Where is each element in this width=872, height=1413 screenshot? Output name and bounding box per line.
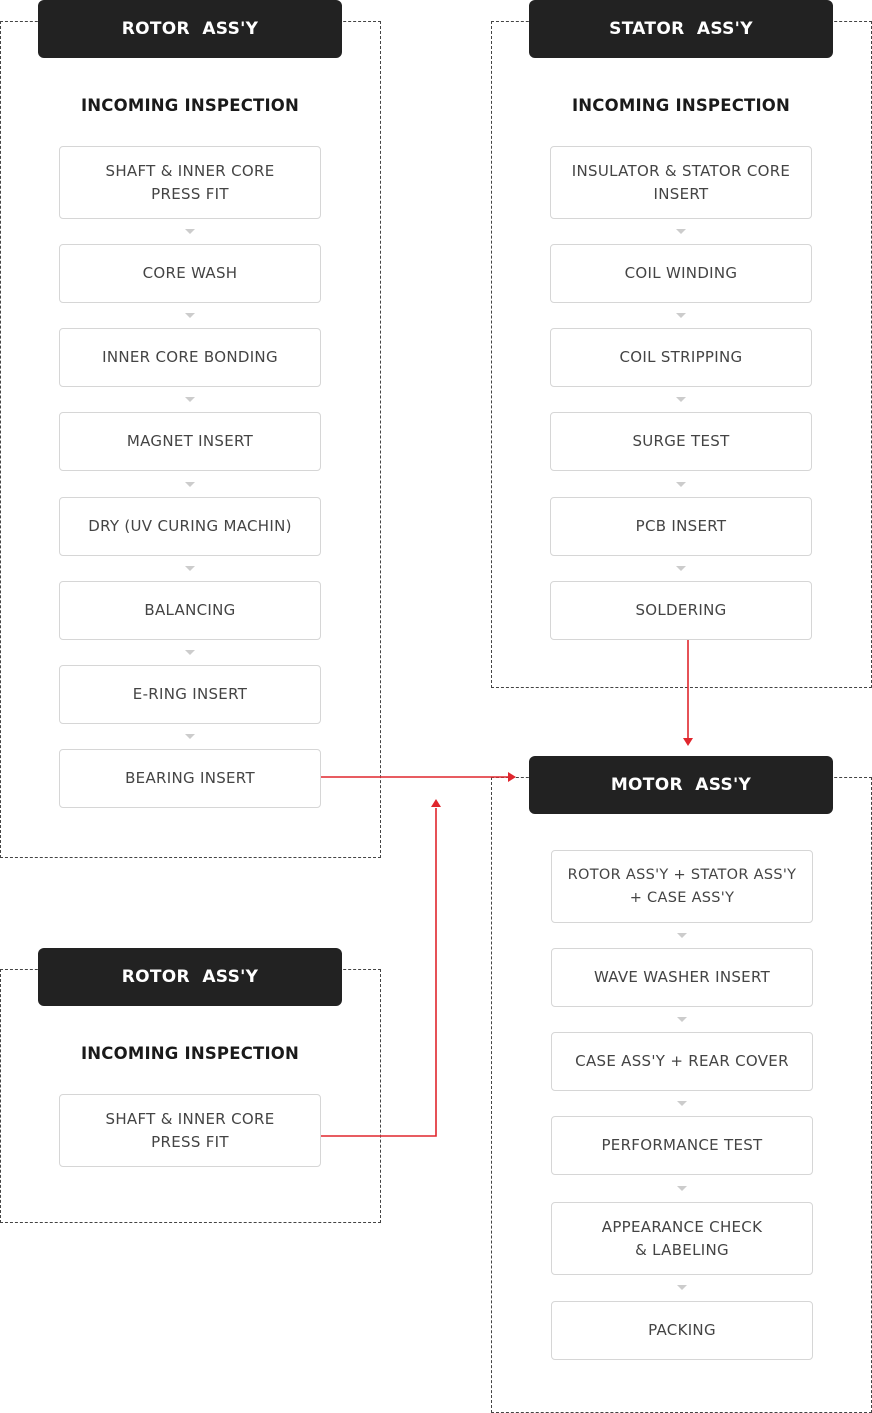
- stator-step-soldering: SOLDERING: [550, 581, 812, 640]
- rotor-step-magnet-insert: MAGNET INSERT: [59, 412, 321, 471]
- motor-step-performance-test: PERFORMANCE TEST: [551, 1116, 813, 1175]
- stator-assy-subtitle: INCOMING INSPECTION: [571, 96, 791, 115]
- rotor-step-bearing-insert: BEARING INSERT: [59, 749, 321, 808]
- arrowhead-down-icon: [683, 738, 693, 746]
- rotor-2-step-shaft-press-fit: SHAFT & INNER CORE PRESS FIT: [59, 1094, 321, 1167]
- rotor-step-shaft-press-fit: SHAFT & INNER CORE PRESS FIT: [59, 146, 321, 219]
- flow-arrow-icon: [185, 482, 195, 487]
- flow-arrow-icon: [677, 933, 687, 938]
- rotor-step-core-wash: CORE WASH: [59, 244, 321, 303]
- flow-arrow-icon: [677, 1186, 687, 1191]
- rotor-step-e-ring-insert: E-RING INSERT: [59, 665, 321, 724]
- motor-step-packing: PACKING: [551, 1301, 813, 1360]
- flow-arrow-icon: [185, 734, 195, 739]
- arrowhead-up-icon: [431, 799, 441, 807]
- rotor-step-balancing: BALANCING: [59, 581, 321, 640]
- flow-arrow-icon: [185, 397, 195, 402]
- motor-step-wave-washer: WAVE WASHER INSERT: [551, 948, 813, 1007]
- motor-step-assembly: ROTOR ASS'Y + STATOR ASS'Y + CASE ASS'Y: [551, 850, 813, 923]
- rotor-assy-2-header: ROTOR ASS'Y: [38, 948, 342, 1006]
- stator-step-surge-test: SURGE TEST: [550, 412, 812, 471]
- flow-arrow-icon: [185, 229, 195, 234]
- rotor-assy-2-subtitle: INCOMING INSPECTION: [80, 1044, 300, 1063]
- motor-step-case-rear-cover: CASE ASS'Y + REAR COVER: [551, 1032, 813, 1091]
- flow-arrow-icon: [676, 229, 686, 234]
- motor-step-appearance-check: APPEARANCE CHECK & LABELING: [551, 1202, 813, 1275]
- stator-step-coil-stripping: COIL STRIPPING: [550, 328, 812, 387]
- flow-arrow-icon: [676, 566, 686, 571]
- stator-step-pcb-insert: PCB INSERT: [550, 497, 812, 556]
- rotor-step-inner-core-bonding: INNER CORE BONDING: [59, 328, 321, 387]
- rotor-assy-header: ROTOR ASS'Y: [38, 0, 342, 58]
- flow-arrow-icon: [676, 482, 686, 487]
- motor-assy-header: MOTOR ASS'Y: [529, 756, 833, 814]
- flow-arrow-icon: [677, 1101, 687, 1106]
- flow-arrow-icon: [185, 566, 195, 571]
- rotor-assy-subtitle: INCOMING INSPECTION: [80, 96, 300, 115]
- flow-arrow-icon: [676, 397, 686, 402]
- rotor-step-dry: DRY (UV CURING MACHIN): [59, 497, 321, 556]
- flow-arrow-icon: [677, 1017, 687, 1022]
- flow-arrow-icon: [677, 1285, 687, 1290]
- flow-arrow-icon: [185, 650, 195, 655]
- stator-assy-header: STATOR ASS'Y: [529, 0, 833, 58]
- stator-step-coil-winding: COIL WINDING: [550, 244, 812, 303]
- flow-arrow-icon: [676, 313, 686, 318]
- flow-arrow-icon: [185, 313, 195, 318]
- stator-step-insulator-insert: INSULATOR & STATOR CORE INSERT: [550, 146, 812, 219]
